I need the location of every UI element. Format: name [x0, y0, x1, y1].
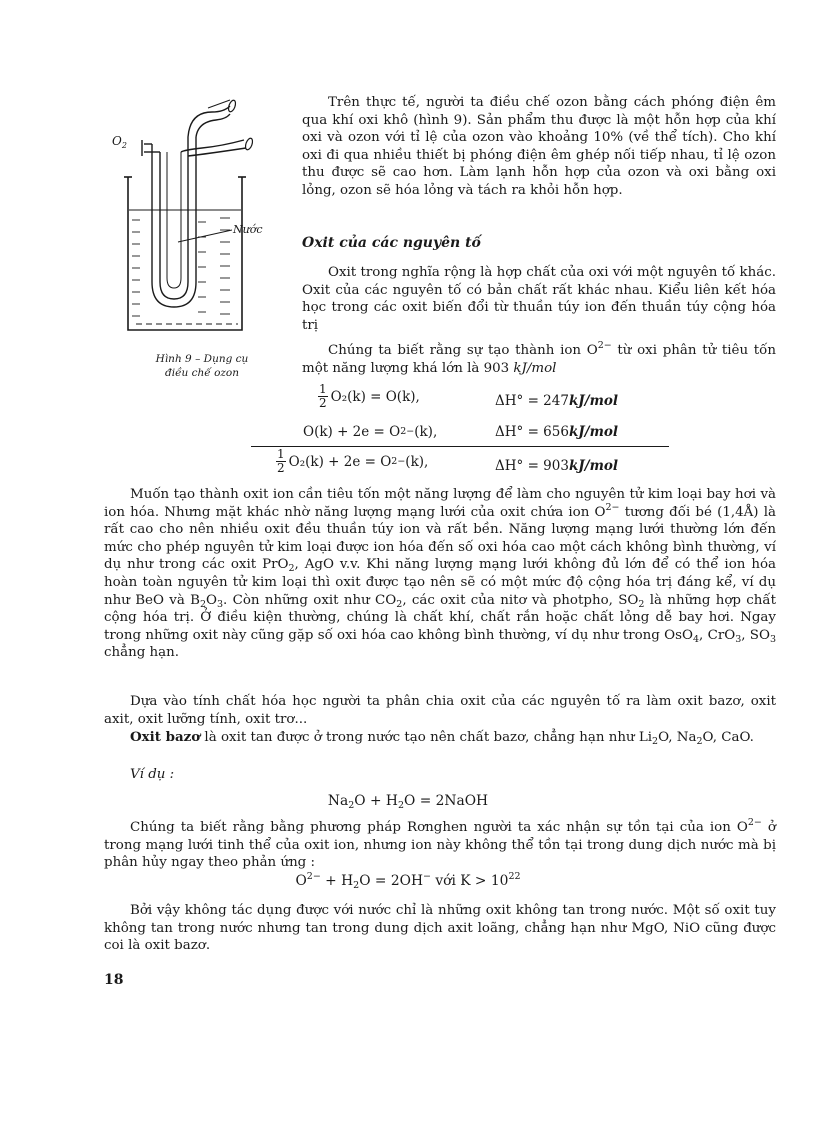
equation-2-dh: ΔH° = 656 kJ/mol	[495, 424, 619, 440]
xray-paragraph: Chúng ta biết rằng bằng phương pháp Rơnghen người ta xác nhận sự tồn tại của ion $O^{2-}$ ở trong mạng lưới tinh thể của oxit ion, nhưng ion này không thể tồn tại trong dung dịch nước mà bị phân hủy ngay theo phản ứng :	[104, 817, 776, 871]
classification-paragraph: Dựa vào tính chất hóa học người ta phân chia oxit của các nguyên tố ra làm oxit bazơ, oxit axit, oxit lưỡng tính, oxit trơ...	[104, 694, 776, 727]
energy-intro-paragraph: Chúng ta biết rằng sự tạo thành ion $O^{2-}$ từ oxi phân tử tiêu tốn một năng lượng khá lớn là 903 kJ/mol	[302, 340, 776, 376]
non-reactive-paragraph: Bởi vậy không tác dụng được với nước chỉ là những oxit không tan trong nước. Một số oxit tuy không tan trong nước nhưng tan trong dung dịch axit loãng, chẳng hạn như MgO, NiO cũng được coi là oxit bazơ.	[104, 903, 776, 954]
section-title: Oxit của các nguyên tố	[302, 235, 481, 251]
figure-label-water: Nước	[233, 223, 263, 236]
equation-naoh: $Na_2O + H_2O$ = 2NaOH	[327, 793, 489, 811]
water-hatching	[132, 218, 238, 324]
figure-caption	[128, 352, 276, 380]
equation-sum-line	[251, 446, 669, 447]
figure-label-o2: $O_2$	[112, 134, 127, 150]
ionic-oxide-paragraph: Muốn tạo thành oxit ion cần tiêu tốn một năng lượng để làm cho nguyên tử kim loại bay hơi và ion hóa. Nhưng mặt khác nhờ năng lượng mạng lưới của oxit chứa ion $O^{2-}$ tương đối bé (1,4Å) là rất cao cho nên nhiều oxit đều thuần túy ion và rất bền. Năng lượng mạng lưới thường lớn đến mức cho phép nguyên tử kim loại được ion hóa đến số oxi hóa cao một cách không bình thường, ví dụ như trong các oxit PrO$_2$, AgO v.v. Khi năng lượng mạng lưới không đủ lớn để có thể ion hóa hoàn toàn nguyên tử kim loại thì oxit được tạo nên sẽ có một mức độ cộng hóa trị đáng kể, ví dụ như BeO và $B_2O_3$. Còn những oxit như $CO_2$, các oxit của nitơ và photpho, $SO_2$ là những hợp chất cộng hóa trị. Ở điều kiện thường, chúng là chất khí, chất rắn hoặc chất lỏng dễ bay hơi. Ngay trong những oxit này cũng gặp số oxi hóa cao không bình thường, ví dụ như trong OsO$_4$, CrO$_3$, $SO_3$ chẳng hạn.	[104, 487, 777, 661]
page-number: 18	[104, 972, 124, 988]
intro-paragraph: Trên thực tế, người ta điều chế ozon bằng cách phóng điện êm qua khí oxi khô (hình 9). Sản phẩm thu được là một hỗn hợp của khí oxi và ozon với tỉ lệ của ozon vào khoảng 10% (về thể tích). Cho khí oxi đi qua nhiều thiết bị phóng điện êm ghép nối tiếp nhau, tỉ lệ ozon thu được sẽ cao hơn. Làm lạnh hỗn hợp của ozon và oxi bằng oxi lỏng, ozon sẽ hóa lỏng và tách ra khỏi hỗn hợp.	[302, 95, 776, 198]
oxide-definition-paragraph: Oxit trong nghĩa rộng là hợp chất của oxi với một nguyên tố khác. Oxit của các nguyên tố có bản chất rất khác nhau. Kiểu liên kết hóa học trong các oxit biến đổi từ thuần túy ion đến thuần túy cộng hóa trị	[302, 265, 776, 333]
basic-oxide-paragraph: Oxit bazơ là oxit tan được ở trong nước tạo nên chất bazơ, chẳng hạn như $Li_2O$, $Na_2O$, CaO.	[130, 729, 754, 747]
caption-line-2: điều chế ozon	[164, 367, 240, 379]
example-label: Ví dụ :	[130, 767, 175, 782]
equation-2: O(k) + 2e = O 2− (k),	[303, 424, 438, 440]
caption-line-1: Hình 9 – Dụng cụ	[155, 353, 249, 365]
beaker	[128, 177, 242, 330]
equation-1-dh: ΔH° = 247 kJ/mol	[495, 393, 619, 409]
ozone-apparatus-figure	[112, 92, 272, 354]
equation-3: $\frac{1}{2}$ O₂(k) + 2e = O 2− (k),	[277, 447, 429, 475]
equation-3-dh: ΔH° = 903 kJ/mol	[495, 458, 619, 474]
equation-1: $\frac{1}{2}$ O₂(k) = O(k),	[319, 382, 420, 410]
equation-oxide-ion: $O^{2-} + H_2O = 2OH^-$ với $K > 10^{22}$	[295, 871, 521, 891]
u-tube	[142, 106, 246, 307]
